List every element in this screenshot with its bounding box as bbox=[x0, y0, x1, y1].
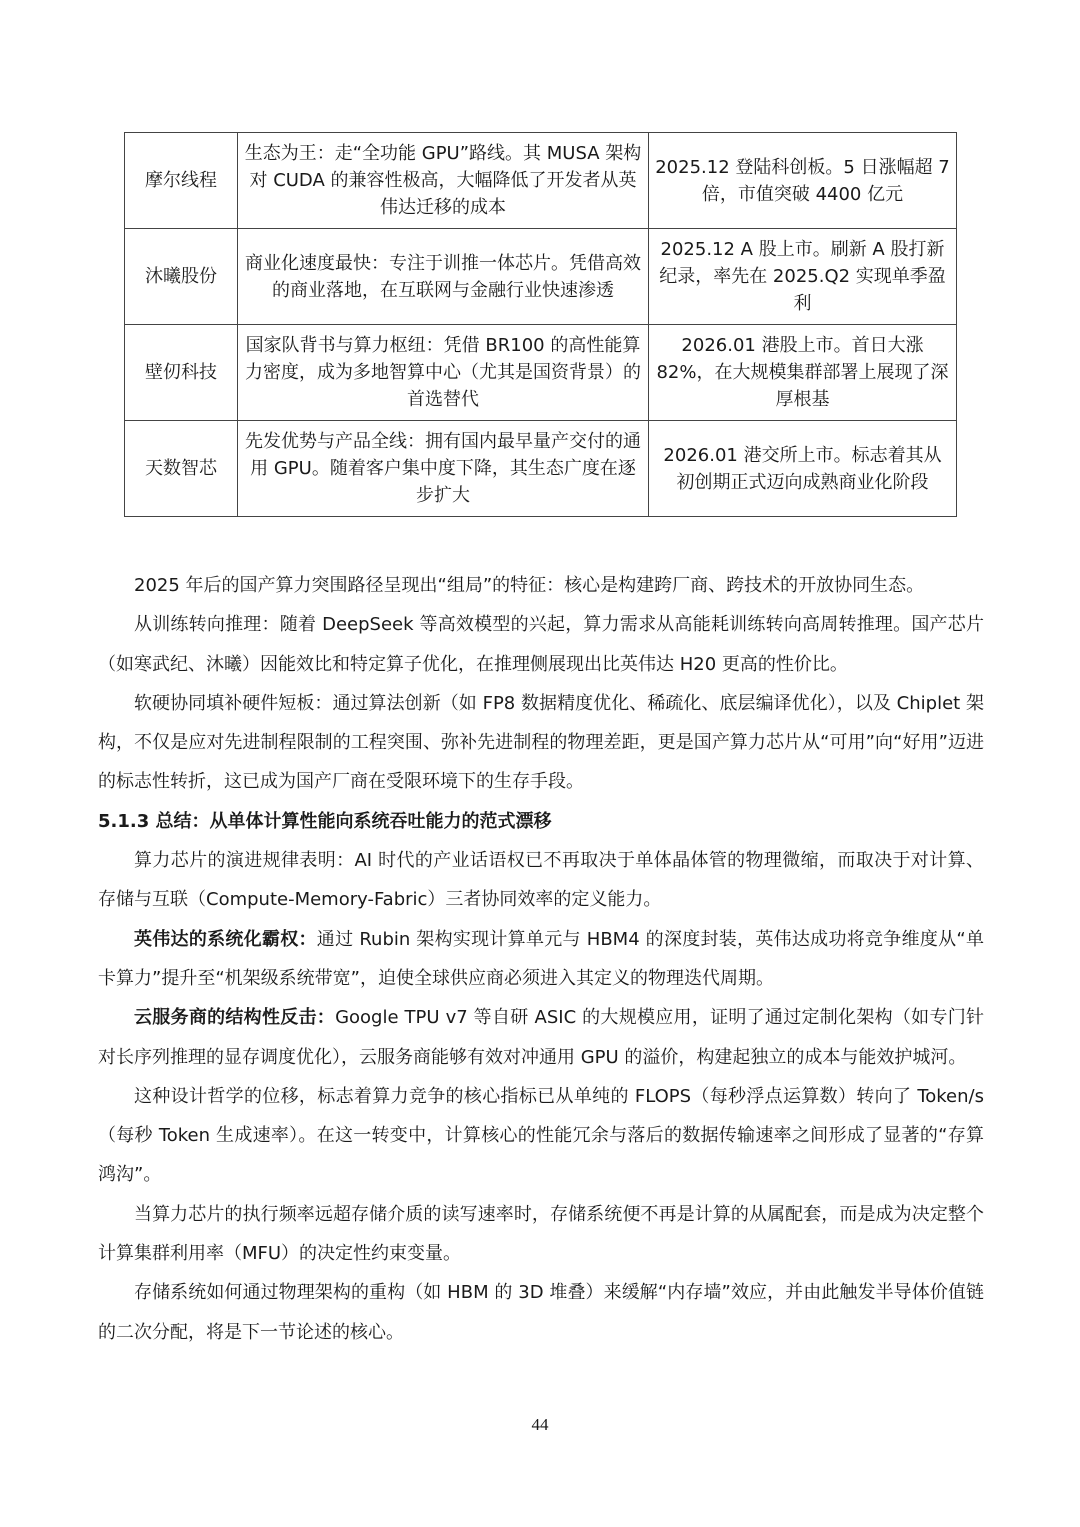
positioning-cell: 生态为王：走“全功能 GPU”路线。其 MUSA 架构对 CUDA 的兼容性极高，大幅降低了开发者从英伟达迁移的成本 bbox=[238, 133, 649, 229]
paragraph: 软硬协同填补硬件短板：通过算法创新（如 FP8 数据精度优化、稀疏化、底层编译优化），以及 Chiplet 架构，不仅是应对先进制程限制的工程突围、弥补先进制程的物理差距，更是国产算力芯片从“可用”向“好用”迈进的标志性转折，这已成为国产厂商在受限环境下的生存手段。 bbox=[98, 692, 984, 793]
body-text bbox=[98, 566, 984, 1352]
paragraph-lead: 英伟达的系统化霸权： bbox=[134, 928, 317, 950]
table-row bbox=[125, 229, 957, 325]
table-row bbox=[125, 325, 957, 421]
positioning-cell: 商业化速度最快：专注于训推一体芯片。凭借高效的商业落地，在互联网与金融行业快速渗透 bbox=[238, 229, 649, 325]
table-row bbox=[125, 133, 957, 229]
positioning-cell: 国家队背书与算力枢纽：凭借 BR100 的高性能算力密度，成为多地智算中心（尤其是国资背景）的首选替代 bbox=[238, 325, 649, 421]
table-row bbox=[125, 421, 957, 517]
paragraph-lead: 云服务商的结构性反击： bbox=[134, 1007, 336, 1029]
section-heading: 5.1.3 总结：从单体计算性能向系统吞吐能力的范式漂移 bbox=[98, 810, 552, 832]
positioning-cell: 先发优势与产品全线：拥有国内最早量产交付的通用 GPU。随着客户集中度下降，其生态广度在逐步扩大 bbox=[238, 421, 649, 517]
paragraph-body: 通过 Rubin 架构实现计算单元与 HBM4 的深度封装，英伟达成功将竞争维度从“单卡算力”提升至“机架级系统带宽”，迫使全球供应商必须进入其定义的物理迭代周期。 bbox=[98, 928, 984, 989]
paragraph: 这种设计哲学的位移，标志着算力竞争的核心指标已从单纯的 FLOPS（每秒浮点运算数）转向了 Token/s（每秒 Token 生成速率）。在这一转变中，计算核心的性能冗余与落后的数据传输速率之间形成了显著的“存算鸿沟”。 bbox=[98, 1085, 984, 1186]
paragraph: 2025 年后的国产算力突围路径呈现出“组局”的特征：核心是构建跨厂商、跨技术的开放协同生态。 bbox=[134, 575, 925, 596]
paragraph: 当算力芯片的执行频率远超存储介质的读写速率时，存储系统便不再是计算的从属配套，而是成为决定整个计算集群利用率（MFU）的决定性约束变量。 bbox=[98, 1203, 984, 1265]
gpu-company-table bbox=[124, 132, 957, 517]
paragraph: 从训练转向推理：随着 DeepSeek 等高效模型的兴起，算力需求从高能耗训练转向高周转推理。国产芯片（如寒武纪、沐曦）因能效比和特定算子优化，在推理侧展现出比英伟达 H20 更高的性价比。 bbox=[98, 614, 984, 675]
paragraph bbox=[98, 920, 984, 999]
company-cell: 沐曦股份 bbox=[125, 229, 238, 325]
company-cell: 天数智芯 bbox=[125, 421, 238, 517]
company-cell: 摩尔线程 bbox=[125, 133, 238, 229]
company-cell: 壁仞科技 bbox=[125, 325, 238, 421]
page-number: 44 bbox=[531, 1415, 549, 1434]
listing-cell: 2026.01 港股上市。首日大涨 82%，在大规模集群部署上展现了深厚根基 bbox=[649, 325, 957, 421]
listing-cell: 2026.01 港交所上市。标志着其从初创期正式迈向成熟商业化阶段 bbox=[649, 421, 957, 517]
paragraph bbox=[98, 998, 984, 1077]
paragraph-body: Google TPU v7 等自研 ASIC 的大规模应用，证明了通过定制化架构（如专门针对长序列推理的显存调度优化），云服务商能够有效对冲通用 GPU 的溢价，构建起独立的成本与能效护城河。 bbox=[98, 1007, 985, 1068]
listing-cell: 2025.12 登陆科创板。5 日涨幅超 7 倍，市值突破 4400 亿元 bbox=[649, 133, 957, 229]
paragraph: 存储系统如何通过物理架构的重构（如 HBM 的 3D 堆叠）来缓解“内存墙”效应，并由此触发半导体价值链的二次分配，将是下一节论述的核心。 bbox=[98, 1282, 984, 1343]
paragraph: 算力芯片的演进规律表明：AI 时代的产业话语权已不再取决于单体晶体管的物理微缩，而取决于对计算、存储与互联（Compute-Memory-Fabric）三者协同效率的定义能力。 bbox=[98, 850, 984, 911]
listing-cell: 2025.12 A 股上市。刷新 A 股打新纪录，率先在 2025.Q2 实现单季盈利 bbox=[649, 229, 957, 325]
